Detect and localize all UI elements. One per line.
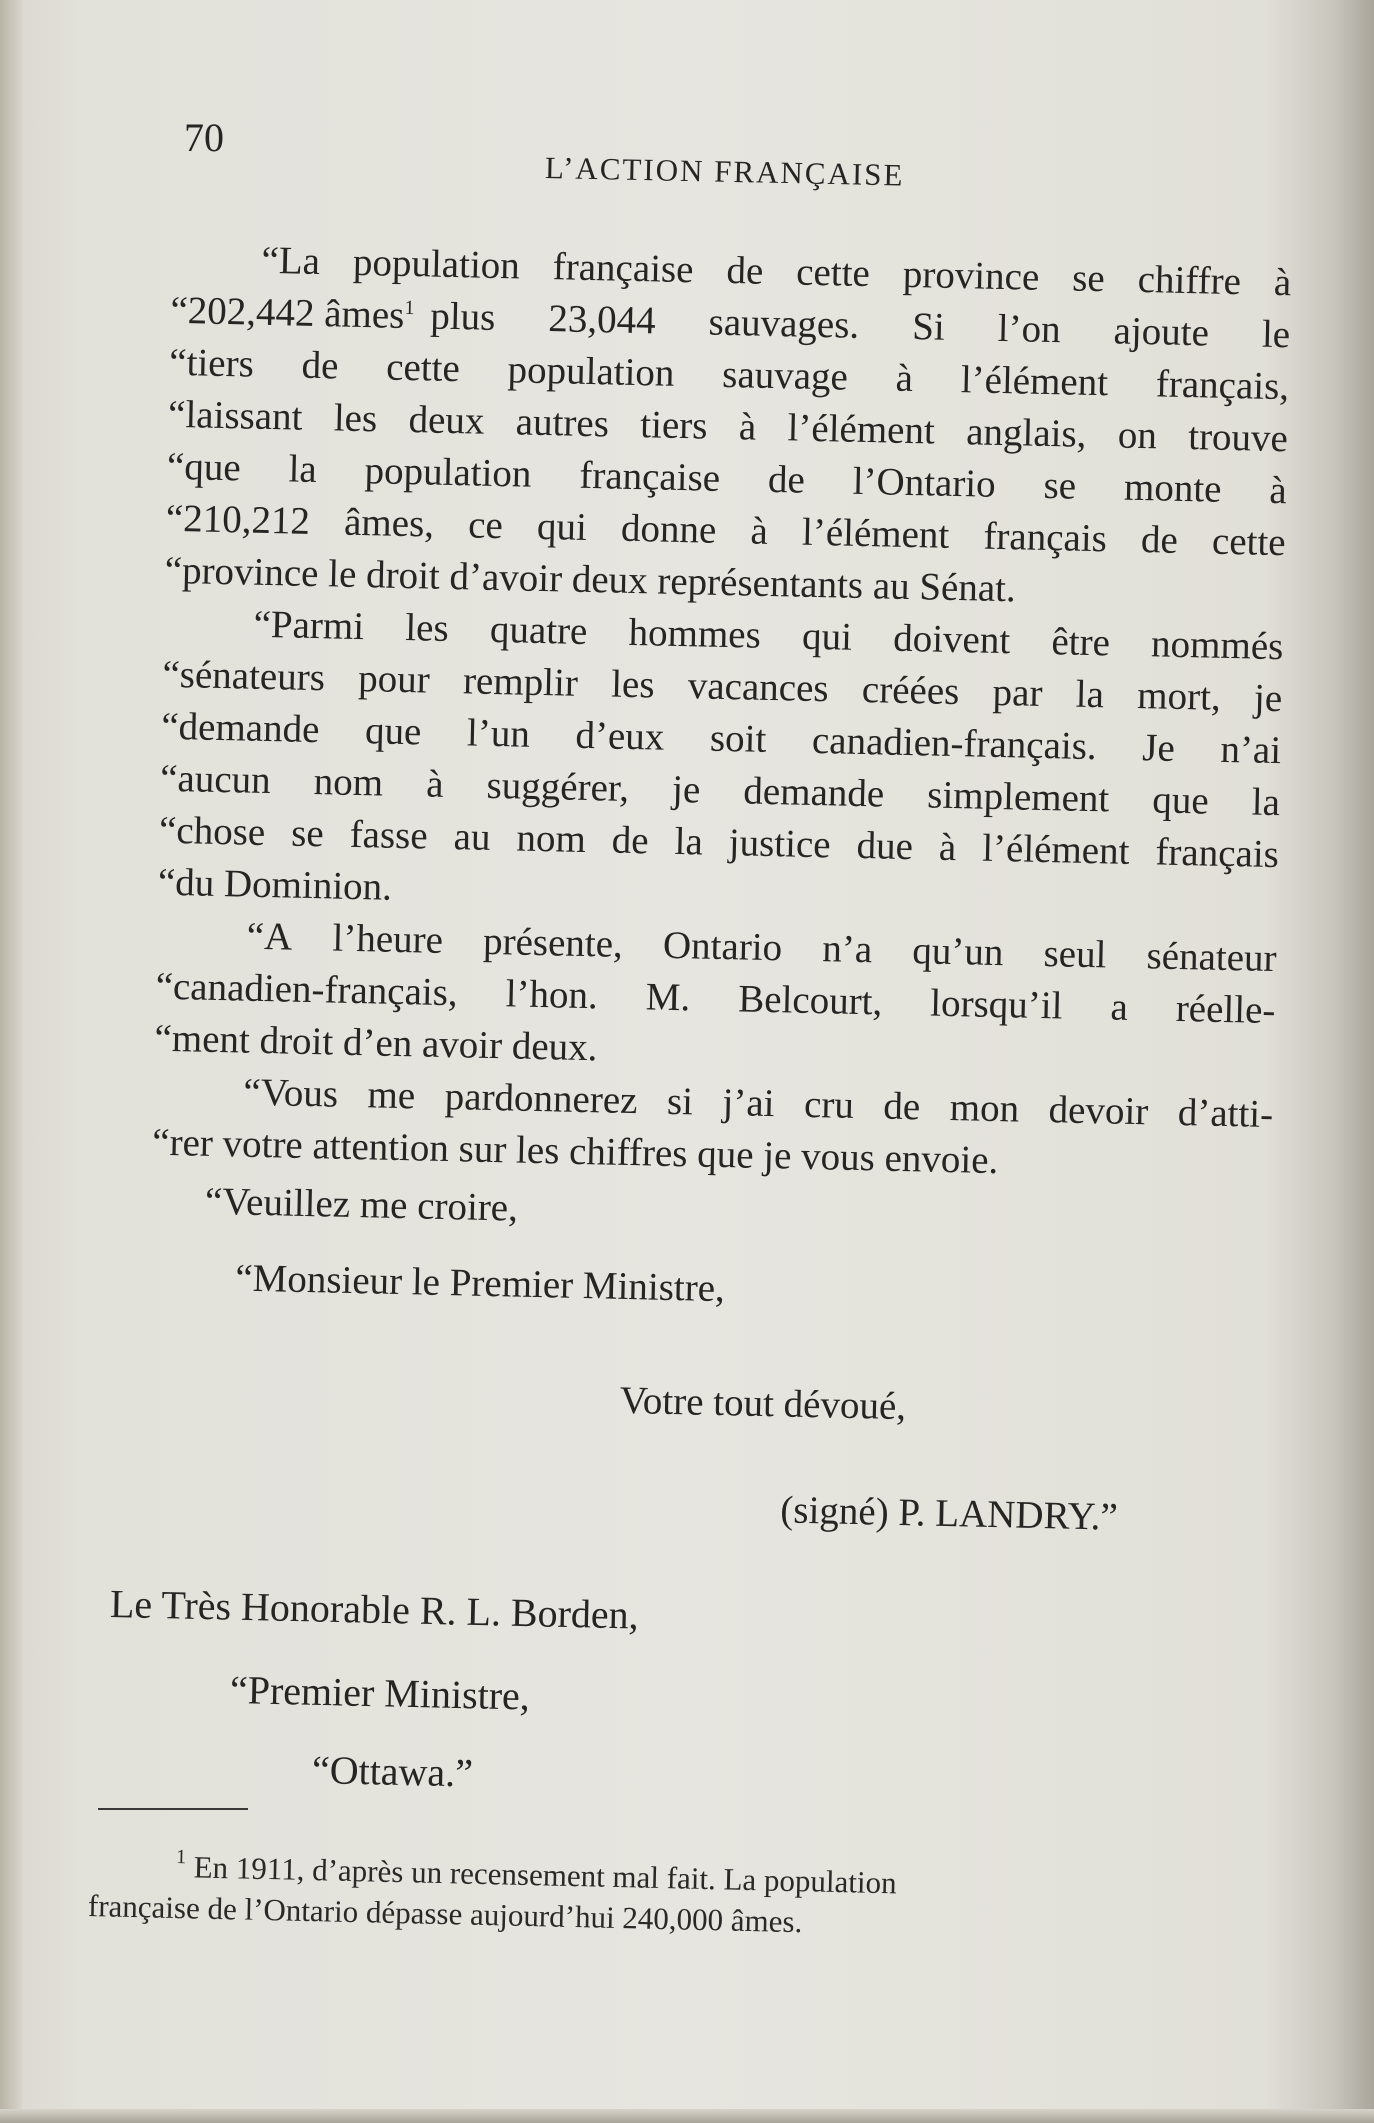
body-line: “La population française de cette province se chiffre à <box>261 238 1292 305</box>
footnote-line: $^1$ En 1911, d’après un recensement mal fait. La population <box>175 1846 897 1901</box>
body-line: “rer votre attention sur les chiffres que je vous envoie. <box>151 1120 999 1183</box>
body-line: “ment droit d’en avoir deux. <box>154 1016 598 1070</box>
body-line: “aucun nom à suggérer, je demande simplement que la <box>159 756 1281 825</box>
body-line: “province le droit d’avoir deux représentants au Sénat. <box>164 548 1017 611</box>
body-line: “du Dominion. <box>157 860 393 909</box>
body-line: “sénateurs pour remplir les vacances créées par la mort, je <box>162 652 1283 721</box>
page-number: 70 <box>184 115 224 160</box>
body-line: “que la population française de l’Ontario se monte à <box>166 444 1288 513</box>
address-line: “Ottawa.” <box>311 1747 474 1796</box>
body-line: “laissant les deux autres tiers à l’élément anglais, on trouve <box>167 392 1289 461</box>
address-line: “Premier Ministre, <box>229 1667 531 1719</box>
address-line: Le Très Honorable R. L. Borden, <box>109 1581 640 1638</box>
body-line: “A l’heure présente, Ontario n’a qu’un seul sénateur <box>246 914 1278 981</box>
closing-line: “Monsieur le Premier Ministre, <box>234 1256 726 1311</box>
body-line: “tiers de cette population sauvage à l’élément français, <box>168 340 1290 409</box>
closing-line: Votre tout dévoué, <box>619 1378 907 1429</box>
footnote-marker: 1 <box>175 1846 187 1869</box>
body-line: “canadien-français, l’hon. M. Belcourt, lorsqu’il a réelle- <box>155 964 1276 1033</box>
footnote-marker: 1 <box>404 296 415 320</box>
body-line-start: “202,442 âmes$^1$ <box>169 288 415 337</box>
body-line: “Parmi les quatre hommes qui doivent être nommés <box>253 602 1284 669</box>
body-line: “Vous me pardonnerez si j’ai cru de mon devoir d’atti- <box>242 1070 1274 1137</box>
closing-line: “Veuillez me croire, <box>204 1179 519 1230</box>
body-line: “202,442 âmes$^1$ plus 23,044 sauvages. Si l’on ajoute le <box>169 288 1291 357</box>
body-line: “chose se fasse au nom de la justice due à l’élément français <box>158 808 1280 877</box>
footnote-rule <box>98 1808 248 1810</box>
body-line: “210,212 âmes, ce qui donne à l’élément français de cette <box>165 496 1287 565</box>
running-head: L’ACTION FRANÇAISE <box>544 150 905 193</box>
signature: (signé) P. LANDRY.” <box>779 1488 1119 1539</box>
body-line: “demande que l’un d’eux soit canadien-français. Je n’ai <box>160 704 1282 773</box>
footnote-line: française de l’Ontario dépasse aujourd’hui 240,000 âmes. <box>87 1888 803 1940</box>
